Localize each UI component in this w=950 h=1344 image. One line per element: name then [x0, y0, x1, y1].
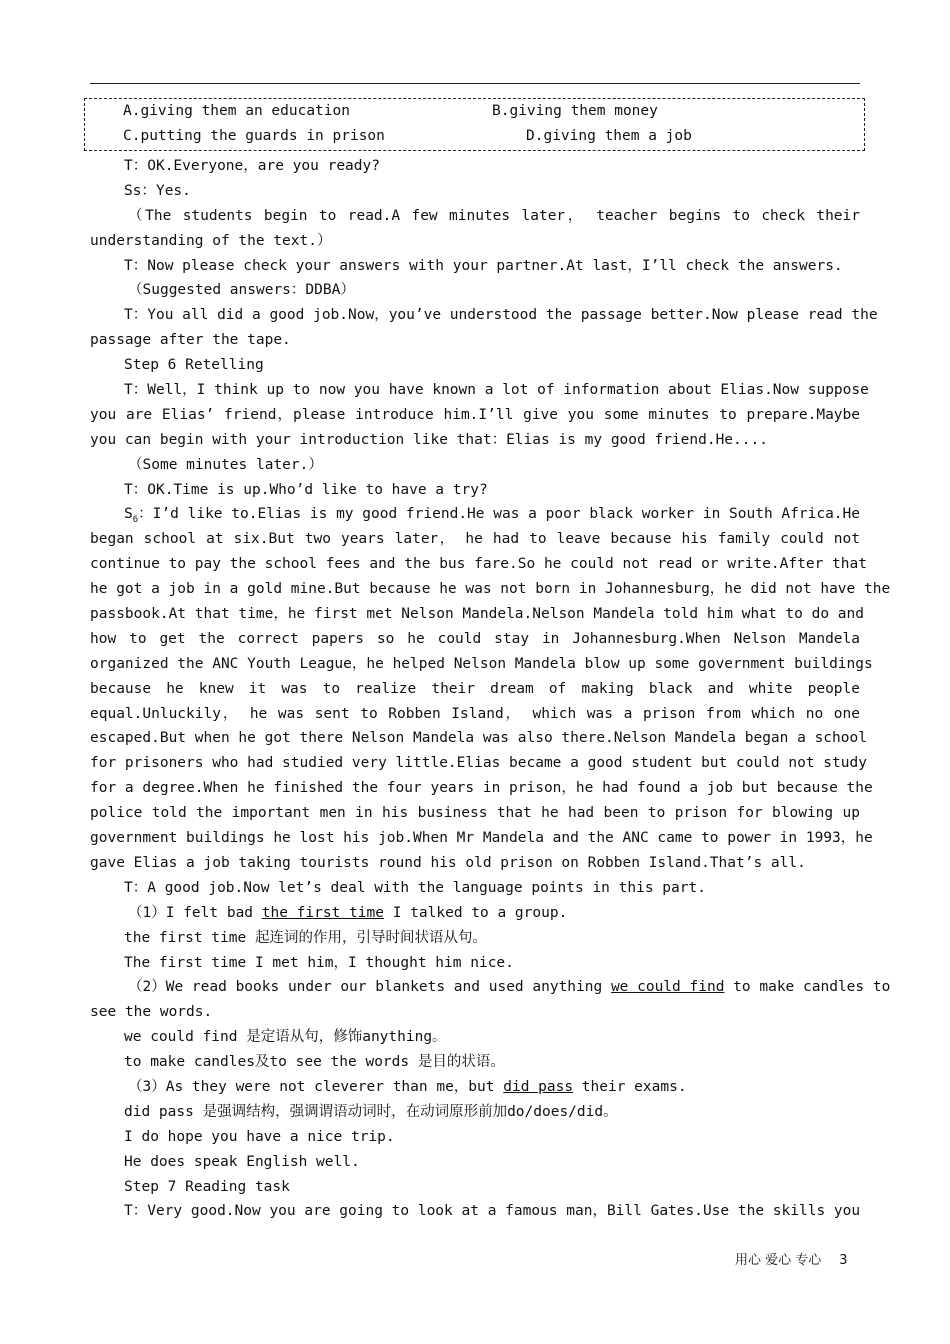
text-line: I do hope you have a nice trip.	[124, 1128, 395, 1145]
page-footer	[735, 1249, 848, 1268]
option-b: B.giving them money	[492, 103, 658, 119]
text-segment: their exams.	[573, 1078, 687, 1095]
text-line: （Suggested answers：DDBA）	[128, 282, 355, 299]
text-line	[90, 975, 891, 1000]
text-line: he got a job in a gold mine.But because he was not born in Johannesburg，he did not have the	[90, 581, 891, 598]
text-line: passage after the tape.	[90, 332, 291, 349]
text-line: you can begin with your introduction like that：Elias is my good friend.He....	[90, 431, 768, 448]
text-line: T：OK.Time is up.Who’d like to have a try?	[124, 481, 488, 498]
text-line: for prisoners who had studied very little.Elias became a good student but could not study	[90, 755, 867, 772]
option-d: D.giving them a job	[526, 128, 692, 144]
underlined-phrase: the first time	[261, 904, 384, 921]
text-line: escaped.But when he got there Nelson Mandela was also there.Nelson Mandela began a school	[90, 730, 867, 747]
section-heading: Step 6 Retelling	[124, 357, 264, 374]
footer-slogan: 用心 爱心 专心	[735, 1253, 822, 1268]
text-segment: to make candles to	[724, 979, 891, 996]
text-line: T：Now please check your answers with your partner.At last，I’ll check the answers.	[124, 257, 843, 274]
text-line: we could find 是定语从句，修饰anything。	[124, 1029, 447, 1046]
text-line: T：A good job.Now let’s deal with the language points in this part.	[124, 879, 706, 896]
text-line: continue to pay the school fees and the bus fare.So he could not read or write.After that	[90, 556, 867, 573]
option-c: C.putting the guards in prison	[123, 128, 385, 144]
text-line: T：Well，I think up to now you have known a lot of information about Elias.Now suppose	[124, 382, 869, 399]
text-line: Ss：Yes.	[124, 182, 191, 199]
text-line: how to get the correct papers so he could stay in Johannesburg.When Nelson Mandela	[90, 630, 860, 647]
text-line	[90, 1075, 860, 1100]
text-line: equal.Unluckily， he was sent to Robben Island， which was a prison from which no one	[90, 705, 860, 722]
text-segment: （3）As they were not cleverer than me，but	[128, 1078, 504, 1095]
text-line: （Some minutes later.）	[128, 456, 323, 473]
text-line: the first time 起连词的作用，引导时间状语从句。	[124, 929, 487, 946]
underlined-phrase: did pass	[503, 1078, 574, 1095]
answer-options-box	[84, 98, 865, 151]
text-segment: （2）We read books under our blankets and used anything	[128, 979, 611, 996]
lesson-text	[90, 154, 891, 1224]
text-line: T：You all did a good job.Now，you’ve understood the passage better.Now please read the	[124, 307, 878, 324]
text-segment: （1）I felt bad	[128, 904, 262, 921]
text-line: government buildings he lost his job.When Mr Mandela and the ANC came to power in 1993，he	[90, 830, 873, 847]
text-line: for a degree.When he finished the four years in prison，he had found a job but because the	[90, 780, 873, 797]
text-line: passbook.At that time，he first met Nelson Mandela.Nelson Mandela told him what to do and	[90, 606, 864, 623]
text-line: to make candles及to see the words 是目的状语。	[124, 1054, 505, 1071]
text-line	[90, 901, 860, 926]
text-line: The first time I met him，I thought him nice.	[124, 954, 514, 971]
text-line: understanding of the text.）	[90, 232, 332, 249]
text-segment: ：I’d like to.Elias is my good friend.He was a poor black worker in South Africa.He	[138, 506, 860, 523]
text-line: police told the important men in his business that he had been to prison for blowing up	[90, 805, 860, 822]
text-line: because he knew it was to realize their dream of making black and white people	[90, 680, 860, 697]
underlined-phrase: we could find	[610, 979, 725, 996]
text-line: （The students begin to read.A few minutes later， teacher begins to check their	[128, 207, 860, 224]
text-line: see the words.	[90, 1004, 213, 1021]
text-line: did pass 是强调结构，强调谓语动词时，在动词原形前加do/does/did。	[124, 1103, 618, 1120]
header-rule	[90, 83, 860, 84]
speaker-label: S	[124, 506, 133, 523]
page-number: 3	[839, 1253, 848, 1268]
text-line: gave Elias a job taking tourists round his old prison on Robben Island.That’s all.	[90, 854, 806, 871]
text-line: organized the ANC Youth League，he helped Nelson Mandela blow up some government buildings	[90, 655, 873, 672]
text-line: T：OK.Everyone，are you ready?	[124, 158, 380, 174]
section-heading: Step 7 Reading task	[124, 1178, 290, 1195]
speaker-number: 6	[132, 515, 139, 526]
option-a: A.giving them an education	[123, 103, 350, 119]
text-line: T：Very good.Now you are going to look at a famous man，Bill Gates.Use the skills you	[124, 1203, 861, 1220]
text-segment: I talked to a group.	[383, 904, 568, 921]
text-line: He does speak English well.	[124, 1153, 360, 1170]
text-line: you are Elias’ friend，please introduce him.I’ll give you some minutes to prepare.Maybe	[90, 406, 860, 423]
text-line: began school at six.But two years later， he had to leave because his family could not	[90, 531, 860, 548]
text-line	[90, 502, 860, 527]
